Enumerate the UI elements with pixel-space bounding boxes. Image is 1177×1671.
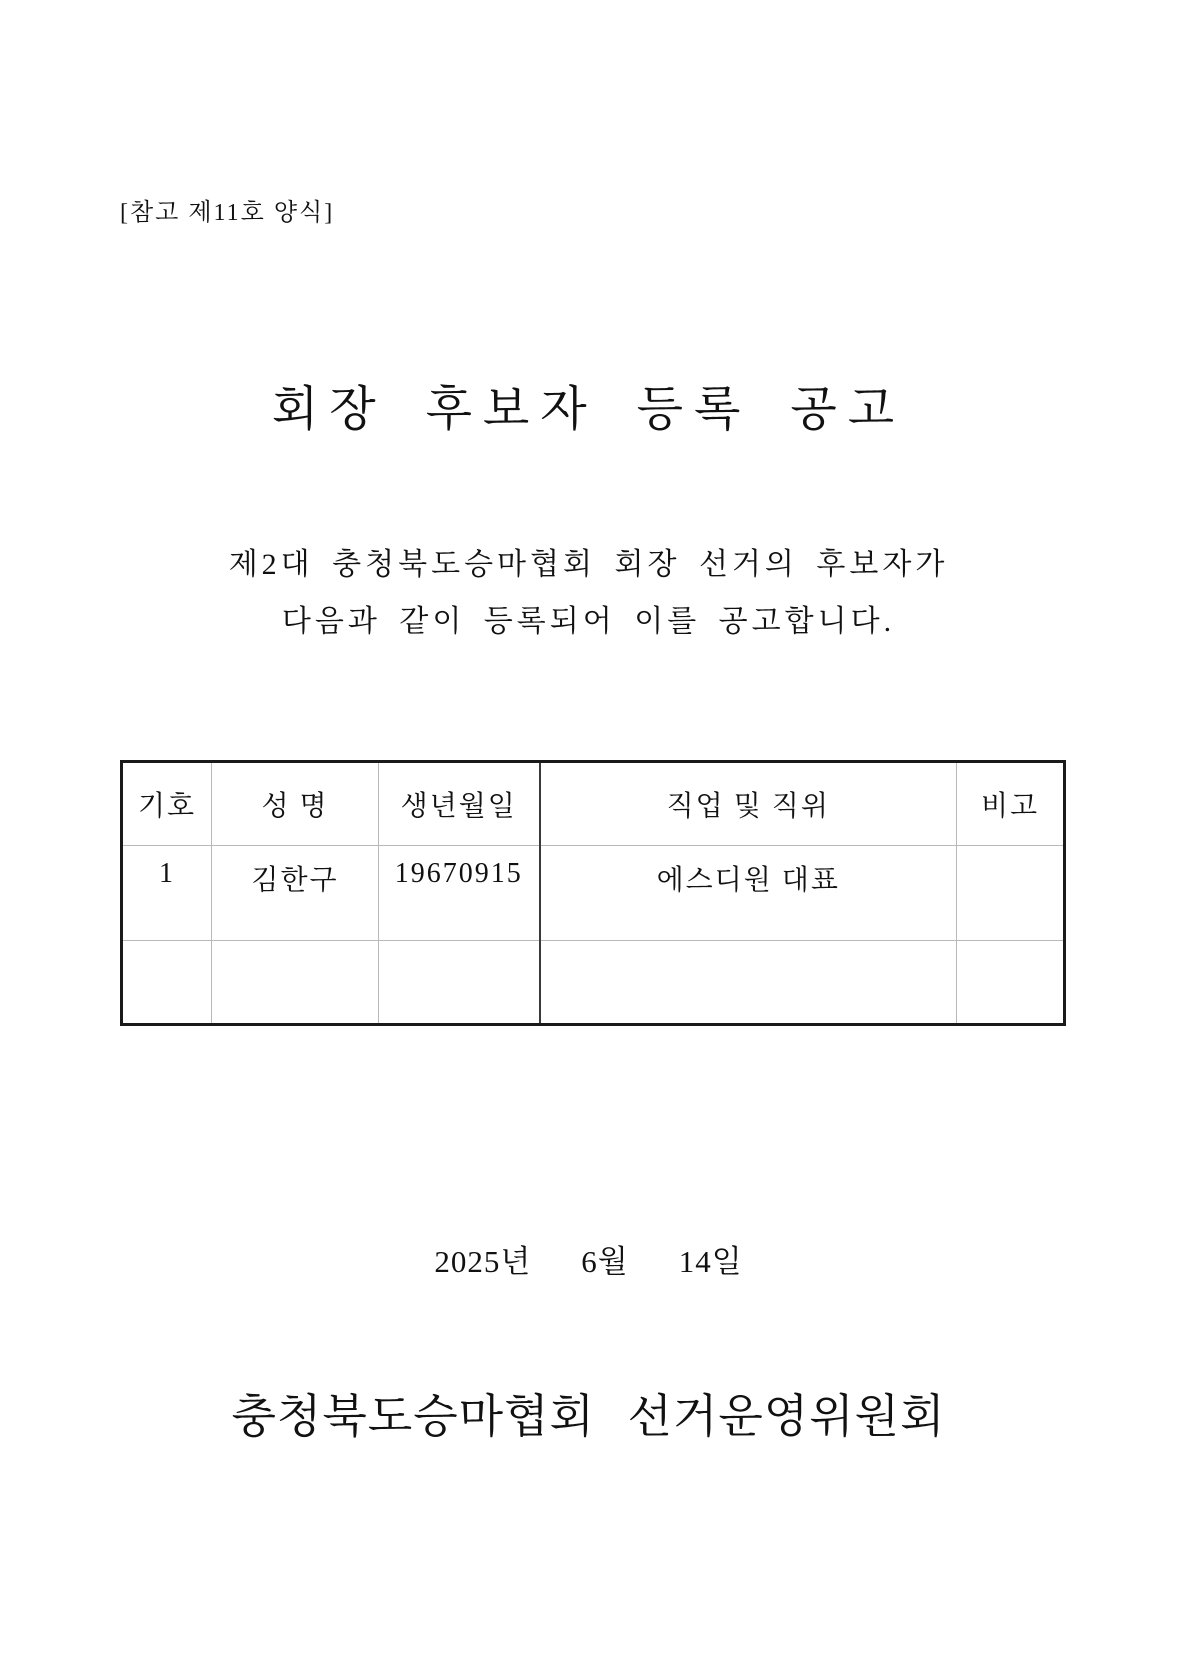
candidate-table <box>120 760 1066 1026</box>
header-cell-name: 성 명 <box>212 762 379 846</box>
cell-name: 김한구 <box>212 846 379 941</box>
announcement-date <box>0 1236 1177 1281</box>
date-year: 2025년 <box>434 1244 532 1279</box>
cell-symbol: 1 <box>122 846 212 941</box>
cell-remarks <box>957 846 1065 941</box>
table-row <box>122 846 1065 941</box>
cell-occupation: 에스디원 대표 <box>540 846 957 941</box>
header-cell-occupation: 직업 및 직위 <box>540 762 957 846</box>
cell-birthdate <box>379 941 540 1025</box>
date-day: 14일 <box>678 1244 743 1279</box>
cell-symbol <box>122 941 212 1025</box>
announcement-body <box>0 536 1177 650</box>
header-cell-remarks: 비고 <box>957 762 1065 846</box>
cell-birthdate: 19670915 <box>379 846 540 941</box>
issuing-organization: 충청북도승마협회 선거운영위원회 <box>231 1391 946 1442</box>
cell-name <box>212 941 379 1025</box>
date-month: 6월 <box>581 1244 629 1279</box>
body-line-2: 다음과 같이 등록되어 이를 공고합니다. <box>281 605 896 638</box>
form-reference-note: [참고 제11호 양식] <box>120 200 335 226</box>
cell-remarks <box>957 941 1065 1025</box>
cell-occupation <box>540 941 957 1025</box>
body-line-1: 제2대 충청북도승마협회 회장 선거의 후보자가 <box>228 548 949 581</box>
table-header-row <box>122 762 1065 846</box>
document-title: 회장 후보자 등록 공고 <box>271 383 906 436</box>
table-row-empty <box>122 941 1065 1025</box>
header-cell-birthdate: 생년월일 <box>379 762 540 846</box>
header-cell-symbol: 기호 <box>122 762 212 846</box>
